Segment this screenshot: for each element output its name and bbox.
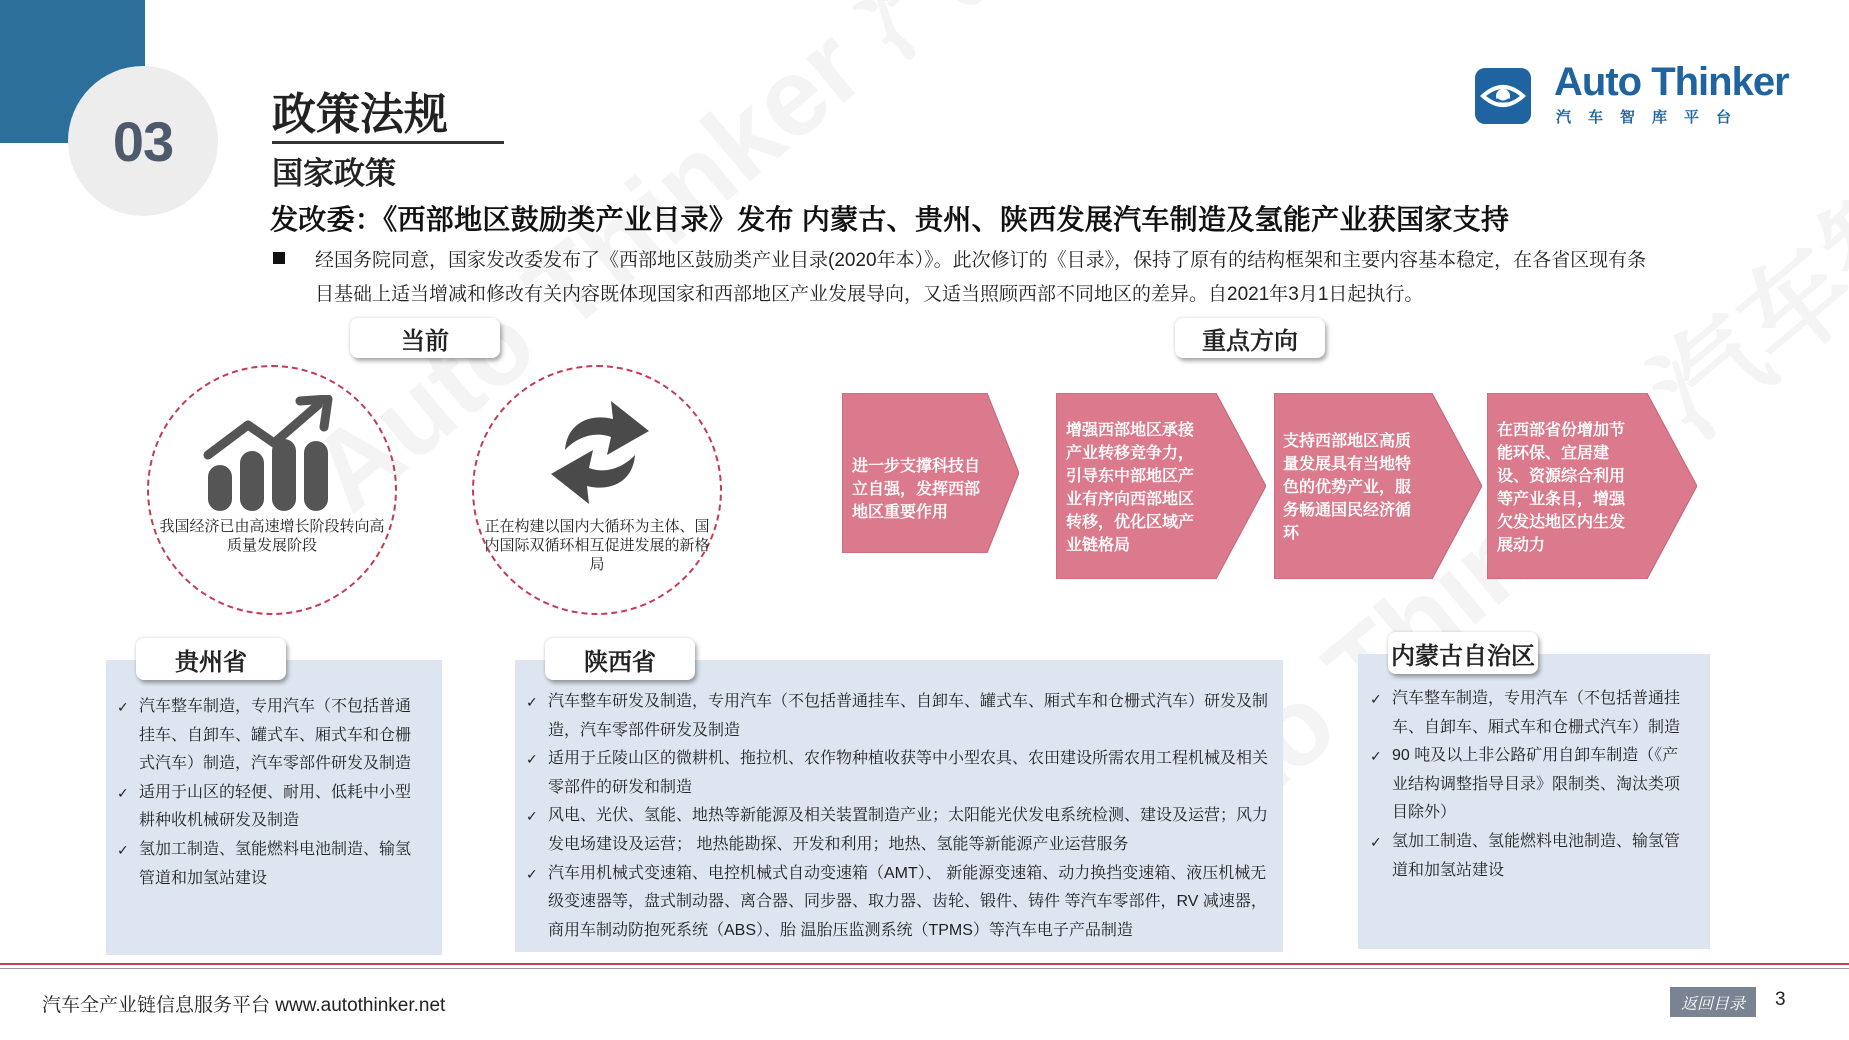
logo-name: Auto Thinker	[1554, 60, 1789, 104]
page-title: 政策法规	[272, 90, 448, 139]
focus-tag: 重点方向	[1175, 318, 1325, 358]
focus-item-4: 在西部省份增加节能环保、宜居建设、资源综合利用等产业条目，增强欠发达地区内生发展动力	[1497, 422, 1626, 554]
list-item: ✓ 汽车用机械式变速箱、电控机械式自动变速箱（AMT）、 新能源变速箱、动力换挡变速箱、液压机械无级变速器等，盘式制动器、离合器、同步器、取力器、齿轮、锻件、铸件 等汽车零部件，RV 减速器，商用车制动防抱死系统（ABS）、胎 温胎压监测系统（TPMS）等汽车电子产品制造	[526, 860, 1277, 946]
check-icon: ✓	[117, 699, 129, 715]
focus-item-3: 支持西部地区高质量发展具有当地特色的优势产业，服务畅通国民经济循环	[1283, 433, 1412, 542]
check-icon: ✓	[1370, 833, 1382, 850]
guizhou-tag: 贵州省	[136, 638, 286, 680]
list-item: ✓ 适用于山区的轻便、耐用、低耗中小型耕种收机械研发及制造	[117, 779, 417, 836]
footer-divider	[0, 963, 1849, 965]
focus-item-2: 增强西部地区承接产业转移竞争力，引导东中部地区产业有序向西部地区转移，优化区域产业链格局	[1066, 422, 1195, 554]
list-item: ✓ 风电、光伏、氢能、地热等新能源及相关装置制造产业；太阳能光伏发电系统检测、建设及运营；风力发电场建设及运营； 地热能勘探、开发和利用；地热、氢能等新能源产业运营服务	[526, 802, 1277, 859]
check-icon: ✓	[117, 784, 129, 801]
list-item: ✓ 汽车整车制造，专用汽车（不包括普通挂车、自卸车、厢式车和仓栅式汽车）制造	[1370, 685, 1690, 742]
footer-text: 汽车全产业链信息服务平台 www.autothinker.net	[42, 995, 446, 1016]
check-icon: ✓	[526, 808, 538, 825]
page-number: 3	[1775, 989, 1786, 1010]
shaanxi-tag: 陕西省	[545, 638, 695, 680]
footer-divider-thin	[0, 968, 1849, 969]
section-badge	[68, 66, 218, 216]
list-item: ✓ 汽车整车制造，专用汽车（不包括普通挂车、自卸车、罐式车、厢式车和仓栅式汽车）制造，汽车零部件研发及制造	[117, 693, 417, 779]
logo-eye-icon	[1475, 68, 1531, 124]
list-item: ✓ 汽车整车研发及制造，专用汽车（不包括普通挂车、自卸车、罐式车、厢式车和仓栅式汽车）研发及制造，汽车零部件研发及制造	[526, 688, 1277, 745]
current-tag: 当前	[350, 318, 500, 358]
title-divider	[272, 141, 504, 144]
logo-tagline: 汽车智库平台	[1556, 109, 1749, 126]
section-number: 03	[112, 109, 174, 173]
list-item: ✓ 适用于丘陵山区的微耕机、拖拉机、农作物种植收获等中小型农具、农田建设所需农用工程机械及相关零部件的研发和制造	[526, 745, 1277, 802]
check-icon: ✓	[1370, 748, 1382, 765]
check-icon: ✓	[526, 694, 538, 710]
check-icon: ✓	[117, 841, 129, 858]
current-item-2-text: 正在构建以国内大循环为主体、国内国际双循环相互促进发展的新格局	[484, 518, 710, 573]
growth-chart-icon	[200, 395, 340, 515]
neimenggu-list	[1370, 685, 1690, 885]
list-item: ✓ 90 吨及以上非公路矿用自卸车制造（《产业结构调整指导目录》限制类、淘汰类项目除外）	[1370, 742, 1690, 828]
guizhou-list	[117, 693, 417, 893]
list-item: ✓ 氢加工制造、氢能燃料电池制造、输氢管道和加氢站建设	[117, 836, 417, 893]
focus-item-1: 进一步支撑科技自立自强，发挥西部地区重要作用	[852, 458, 981, 521]
check-icon: ✓	[526, 865, 538, 882]
neimenggu-tag: 内蒙古自治区	[1388, 632, 1538, 674]
page-subtitle: 国家政策	[272, 156, 396, 191]
check-icon: ✓	[1370, 691, 1382, 707]
check-icon: ✓	[526, 751, 538, 768]
square-bullet-icon	[273, 252, 285, 264]
list-item: ✓ 氢加工制造、氢能燃料电池制造、输氢管道和加氢站建设	[1370, 828, 1690, 885]
headline: 发改委：《西部地区鼓励类产业目录》发布 内蒙古、贵州、陕西发展汽车制造及氢能产业获国家支持	[270, 204, 1510, 235]
summary-paragraph: 经国务院同意，国家发改委发布了《西部地区鼓励类产业目录(2020年本）》。此次修订的《目录》，保持了原有的结构框架和主要内容基本稳定，在各省区现有条目基础上适当增减和修改有关内容既体现国家和西部地区产业发展导向，又适当照顾西部不同地区的差异。自2021年3月1日起执行。	[315, 250, 1647, 305]
current-item-1-text: 我国经济已由高速增长阶段转向高质量发展阶段	[159, 518, 385, 554]
back-to-contents-button[interactable]: 返回目录	[1670, 987, 1756, 1017]
cycle-arrows-icon	[545, 395, 655, 510]
shaanxi-list	[526, 688, 1277, 945]
